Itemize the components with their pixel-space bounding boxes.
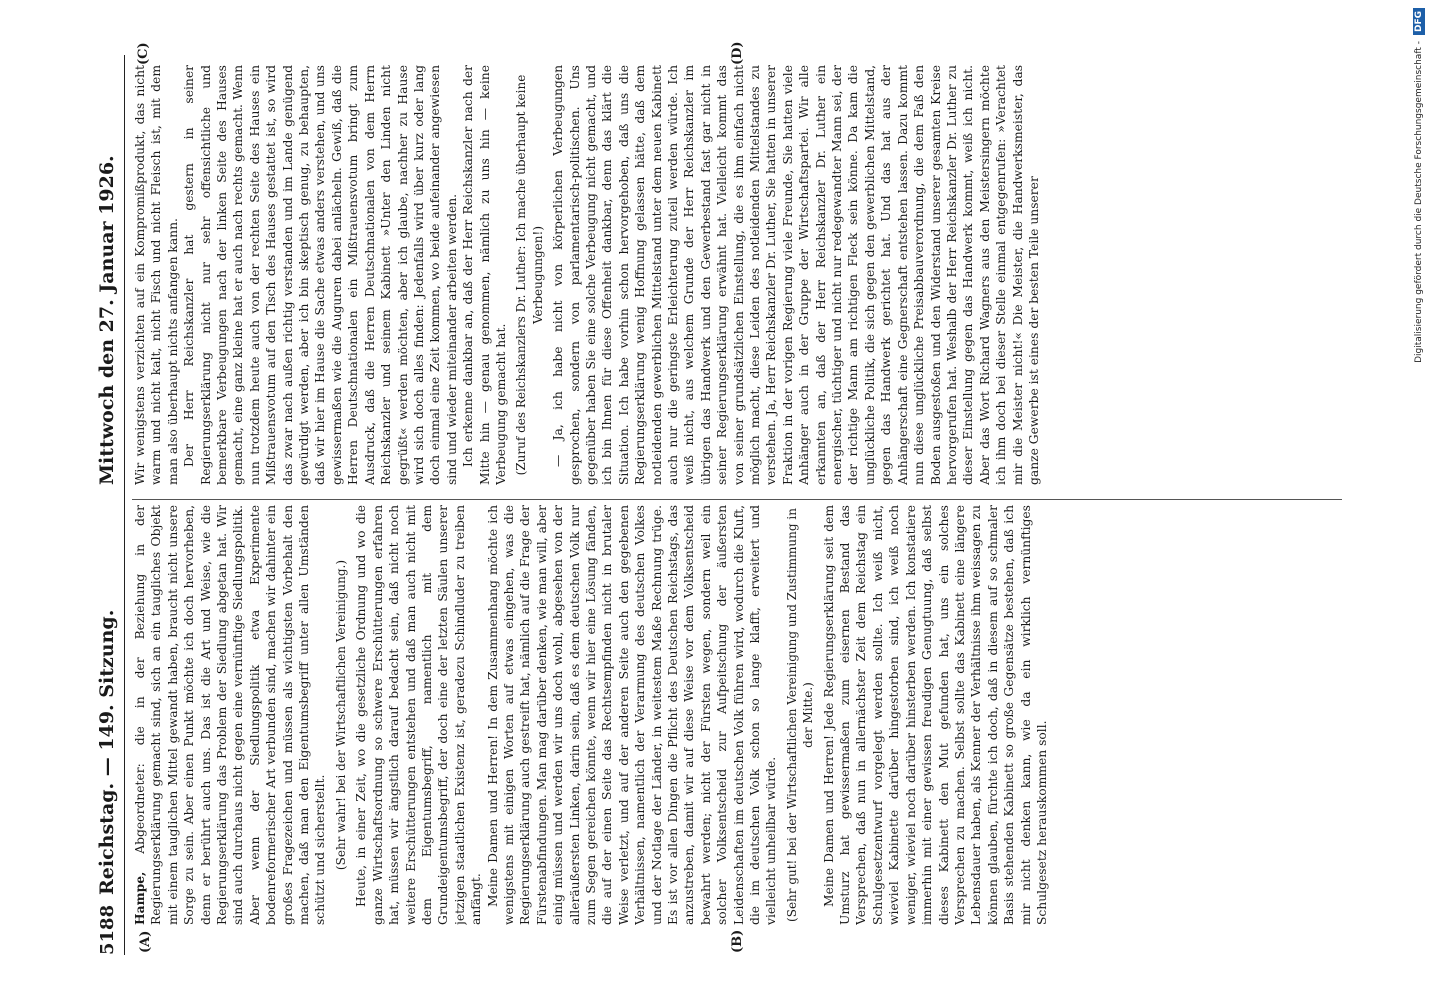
interjection: (Sehr wahr! bei der Wirtschaftlichen Vereinigung.) — [333, 559, 348, 871]
column-divider — [132, 499, 1342, 500]
header-session-title: Reichstag. — 149. Sitzung. — [96, 609, 118, 895]
speech-paragraph: — Ja, ich habe nicht von körperlichen Verbeugungen gesprochen, sondern von parlamentarisch-politischen. Uns gegenüber haben Sie eine solche Verbeugung nicht gemacht, und ich bin Ihnen für diese Offenheit dankbar, denn das klärt die Situation. Ich habe vorhin schon hervorgehoben, daß uns die Regierungserklärung wenig Hoffnung gelassen hätte, daß dem notleidenden gewerblichen Mittelstand unter dem neuen Kabinett auch nur die geringste Erleichterung zuteil werden würde. Ich weiß nicht, aus welchem Grunde der Herr Reichskanzler im übrigen das Handwerk und den Gewerbestand fast gar nicht in seiner Regierungserklärung erwähnt hat. Vielleicht kommt das von seiner grundsätzlichen Einstellung, die es ihm einfach nicht möglich macht, diese Leiden des notleidenden Mittelstandes zu verstehen. Ja, Herr Reichskanzler Dr. Luther, Sie hatten in unserer Fraktion in der vorigen Regierung viele Freunde, Sie hatten viele Anhänger auch in der Gruppe der Wirtschaftspartei. Wir alle erkannten an, daß der Herr Reichskanzler Dr. Luther ein energischer, tüchtiger und nicht nur redegewandter Mann sei, der der richtige Mann am richtigen Fleck sein könne. Da kam die unglückliche Politik, die sich gegen den gewerblichen Mittelstand, gegen das Handwerk gerichtet hat. Und das hat aus der Anhängerschaft eine Gegnerschaft entstehen lassen. Dazu kommt nun diese unglückliche Preisabbauverordnung, die dem Faß den Boden ausgestoßen und den Widerstand unserer gesamten Kreise hervorgerufen hat. Weshalb der Herr Reichskanzler Dr. Luther zu dieser Einstellung gegen das Handwerk kommt, weiß ich nicht. Aber das Wort Richard Wagners aus den Meistersingern möchte ich ihm doch bei dieser Stelle einmal entgegenrufen: »Verachtet mir die Meister nicht!« Die Meister, die Handwerksmeister, das ganze Gewerbe ist eines der besten Teile unserer — [551, 65, 1041, 485]
paragraph-text: die in der Beziehung in der Regierungserklärung gemacht sind, sich an ein taugliches Objekt mit einem tauglichen Mittel gewandt haben, braucht nicht unsere Sorge zu sein. Aber einen Punkt möchte ich doch hervorheben, denn er berührt auch uns. Das ist die Art und Weise, wie die Regierungserklärung das Problem der Siedlung abgetan hat. Wir sind auch durchaus nicht gegen eine vernünftige Siedlungspolitik. Aber wenn der Siedlungspolitik etwa Experimente bodenreformerischer Art verbunden sind, machen wir dahinter ein großes Fragezeichen und müssen als wichtigsten Vorbehalt den machen, daß man den Eigentumsbegriff unter allen Umständen schützt und sicherstellt. — [133, 505, 328, 925]
speech-paragraph: Heute, in einer Zeit, wo die gesetzliche Ordnung und wo die ganze Wirtschaftsordnung so schwere Erschütterungen erfahren hat, müssen wir ängstlich darauf bedacht sein, daß nicht noch weitere Erschütterungen entstehen und daß man auch nicht mit dem Eigentumsbegriff, namentlich mit dem Grundeigentumsbegriff, der doch eine der letzten Säulen unserer jetzigen staatlichen Existenz ist, geradezu Schindluder zu treiben anfängt. — [354, 505, 484, 925]
dfg-logo: DFG — [1413, 8, 1425, 35]
speech-paragraph: Meine Damen und Herren! In dem Zusammenhang möchte ich wenigstens mit einigen Worten auf etwas eingehen, was die Regierungserklärung auch gestreift hat, nämlich auf die Frage der Fürstenabfindungen. Man mag darüber denken, wie man will, aber einig müssen und werden wir uns doch wohl, abgesehen von der alleräußersten Linken, darin sein, daß es dem deutschen Volk nur zum Segen gereichen könnte, wenn wir hier eine Lösung fänden, die auf der einen Seite das Rechtsempfinden nicht in brutaler Weise verletzt, und auf der anderen Seite auch den gegebenen Verhältnissen, namentlich der Verarmung des deutschen Volkes und der Notlage der Länder, in weitestem Maße Rechnung trüge. Es ist vor allen Dingen die Pflicht des Deutschen Reichstags, das anzustreben, damit wir auf diese Weise vor dem Volksentscheid bewahrt werden; nicht der Fürsten wegen, sondern weil ein solcher Volksentscheid zur Aufpeitschung der äußersten Leidenschaften im deutschen Volk führen wird, wodurch die Kluft, die im deutschen Volk schon so lange klafft, erweitert und vielleicht unheilbar würde. — [485, 505, 779, 925]
speech-paragraph: Meine Damen und Herren! Jede Regierungserklärung seit dem Umsturz hat gewissermaßen zum eisernen Bestand das Versprechen, daß nun in allernächster Zeit dem Reichstag ein Schulgesetzentwurf vorgelegt werden sollte. Ich weiß nicht, wieviel Kabinette darüber hingestorben sind, ich weiß noch weniger, wieviel noch darüber hinsterben werden. Ich konstatiere immerhin mit einer gewissen freudigen Genugtuung, daß selbst dieses Kabinett den Mut gefunden hat, uns ein solches Versprechen zu machen. Selbst sollte das Kabinett eine längere Lebensdauer haben, als Kenner der Verhältnisse ihm weissagen zu können glauben, fürchte ich doch, daß in diesem auf so schmaler Basis stehenden Kabinett so große Gegensätze bestehen, daß ich mir nicht denken kann, wie da ein wirklich vernünftiges Schulgesetz herauskommen soll. — [821, 505, 1049, 925]
speaker-role: Abgeordneter: — [133, 763, 147, 854]
header-date-title: Mittwoch den 27. Januar 1926. — [96, 155, 118, 485]
rotated-scan-area — [90, 41, 1355, 955]
speech-paragraph: Ich erkenne dankbar an, daß der Herr Reichskanzler nach der Mitte hin — genau genommen, nämlich zu uns hin — keine Verbeugung gemacht hat. — [461, 65, 508, 485]
speaker-name: Hampe, — [132, 871, 147, 925]
page-number: 5188 — [96, 904, 118, 955]
credit-text: Digitalisierung gefördert durch die Deutsche Forschungsgemeinschaft - — [1414, 41, 1424, 363]
margin-mark-c: (C) — [136, 42, 151, 65]
left-text-column — [132, 505, 1347, 925]
interjection: (Zuruf des Reichskanzlers Dr. Luther: Ich mache überhaupt keine Verbeugungen!) — [514, 74, 545, 476]
page-header — [90, 55, 125, 955]
margin-mark-d: (D) — [730, 41, 745, 65]
speech-paragraph: Wir wenigstens verzichten auf ein Kompromißprodukt, das nicht warm und nicht kalt, nicht Fisch und nicht Fleisch ist, mit dem man also überhaupt nichts anfangen kann. — [133, 65, 180, 485]
speech-paragraph: Der Herr Reichskanzler hat gestern in seiner Regierungserklärung nicht nur sehr offensichtliche und bemerkbare Verbeugungen nach der linken Seite des Hauses gemacht, eine ganz kleine hat er auch nach rechts gemacht. Wenn nun trotzdem heute auch von der rechten Seite des Hauses ein Mißtrauensvotum auf den Tisch des Hauses gestattet ist, so wird das zwar nach außen richtig verstanden und im Lande genügend gewürdigt werden, aber ich bin skeptisch genug, zu behaupten, daß wir hier im Hause die Sache etwas anders verstehen, und uns gewissermaßen wie die Auguren dabei anlächeln. Gewiß, daß die Herren Deutschnationalen ein Mißtrauensvotum bringt zum Ausdruck, daß die Herren Deutschnationalen von dem Herrn Reichskanzler und seinem Kabinett »Unter den Linden nicht gegrüßt« werden möchten, aber ich glaube, nachher zu Hause wird sich doch alles finden: Jedenfalls wird über kurz oder lang doch einmal eine Zeit kommen, wo beide aufeinander angewiesen sind und wieder miteinander arbeiten werden. — [182, 65, 459, 485]
margin-mark-b: (B) — [730, 929, 745, 953]
interjection: (Sehr gut! bei der Wirtschaftlichen Vereinigung und Zustimmung in der Mitte.) — [784, 508, 816, 922]
scanned-page — [90, 41, 1355, 955]
margin-mark-a: (A) — [138, 930, 153, 953]
digitization-credit — [1396, 8, 1426, 992]
right-text-column — [132, 65, 1347, 485]
speech-paragraph — [132, 505, 329, 925]
